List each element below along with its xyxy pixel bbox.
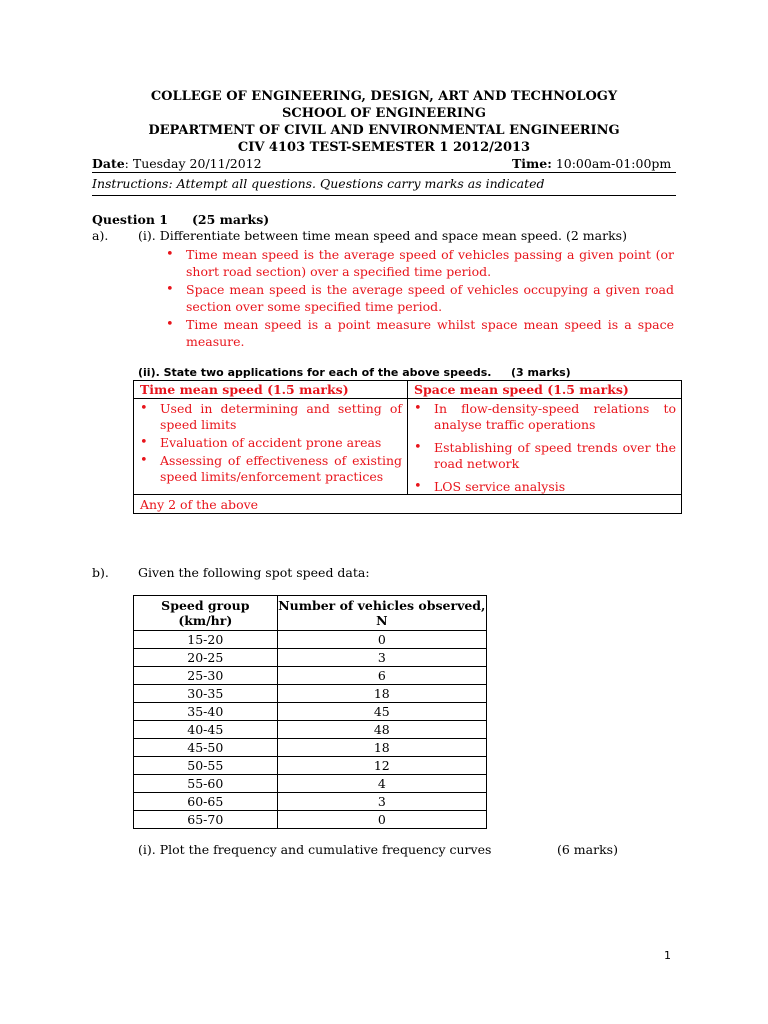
- application-item: • Used in determining and setting of speed limits: [136, 401, 402, 433]
- date-value: : Tuesday 20/11/2012: [124, 156, 262, 171]
- table-row: [134, 775, 487, 793]
- table-row: [134, 757, 487, 775]
- answer-item: • Space mean speed is the average speed of vehicles occupying a given road section over some specified time period.: [162, 281, 674, 315]
- table-row: [134, 667, 487, 685]
- header-rule-top: [92, 172, 676, 173]
- answer-item: • Time mean speed is a point measure whilst space mean speed is a space measure.: [162, 316, 674, 350]
- speed-group-cell: 20-25: [134, 649, 278, 667]
- application-item: • LOS service analysis: [410, 479, 676, 495]
- table-row: [134, 739, 487, 757]
- speed-group-cell: 45-50: [134, 739, 278, 757]
- part-a-i-answers: [162, 246, 674, 350]
- table-row: [134, 631, 487, 649]
- application-item: • In flow-density-speed relations to analyse traffic operations: [410, 401, 676, 433]
- speed-group-cell: 55-60: [134, 775, 278, 793]
- part-a-ii-question: (ii). State two applications for each of the above speeds.: [138, 366, 492, 379]
- speed-group-header: Speed group (km/hr): [134, 596, 278, 631]
- vehicle-count-cell: 0: [277, 811, 486, 829]
- school-title: SCHOOL OF ENGINEERING: [282, 106, 486, 121]
- time-value: 10:00am-01:00pm: [551, 156, 672, 171]
- vehicle-count-header: Number of vehicles observed, N: [277, 596, 486, 631]
- time-mean-header: Time mean speed (1.5 marks): [140, 382, 349, 397]
- table-header-row: [134, 596, 487, 631]
- speed-group-cell: 40-45: [134, 721, 278, 739]
- course-test-title: CIV 4103 TEST-SEMESTER 1 2012/2013: [237, 140, 531, 155]
- applications-footer: Any 2 of the above: [140, 497, 259, 512]
- space-mean-applications: [410, 401, 676, 495]
- table-row: [134, 703, 487, 721]
- table-row: [134, 811, 487, 829]
- vehicle-count-cell: 0: [277, 631, 486, 649]
- page-number: 1: [664, 949, 671, 962]
- question-marks: (25 marks): [191, 212, 270, 227]
- time-label: Time:: [512, 156, 552, 171]
- speed-group-cell: 25-30: [134, 667, 278, 685]
- application-item: • Assessing of effectiveness of existing speed limits/enforcement practices: [136, 453, 402, 485]
- question-title: Question 1: [92, 212, 168, 227]
- speed-group-cell: 30-35: [134, 685, 278, 703]
- part-a-label: a).: [92, 228, 109, 243]
- date-label: Date: [92, 156, 125, 171]
- table-row: [134, 793, 487, 811]
- exam-time: [512, 156, 671, 171]
- table-row: [134, 685, 487, 703]
- vehicle-count-cell: 18: [277, 685, 486, 703]
- instructions: Instructions: Attempt all questions. Questions carry marks as indicated: [92, 176, 545, 191]
- question-heading: [92, 212, 269, 227]
- vehicle-count-cell: 18: [277, 739, 486, 757]
- part-a-i-question: (i). Differentiate between time mean speed and space mean speed. (2 marks): [138, 228, 627, 243]
- speed-group-cell: 60-65: [134, 793, 278, 811]
- exam-date: [92, 156, 262, 171]
- application-item: • Evaluation of accident prone areas: [136, 435, 402, 451]
- table-row: [134, 721, 487, 739]
- department-title: DEPARTMENT OF CIVIL AND ENVIRONMENTAL ENGINEERING: [148, 123, 620, 138]
- table-divider: [134, 398, 681, 399]
- part-a-ii-marks: (3 marks): [511, 366, 571, 379]
- speed-group-cell: 65-70: [134, 811, 278, 829]
- college-title: COLLEGE OF ENGINEERING, DESIGN, ART AND TECHNOLOGY: [150, 89, 618, 104]
- speed-group-cell: 15-20: [134, 631, 278, 649]
- application-item: • Establishing of speed trends over the road network: [410, 440, 676, 472]
- vehicle-count-cell: 6: [277, 667, 486, 685]
- header-rule-bottom: [92, 195, 676, 196]
- vehicle-count-cell: 45: [277, 703, 486, 721]
- speed-group-cell: 35-40: [134, 703, 278, 721]
- space-mean-header: Space mean speed (1.5 marks): [414, 382, 629, 397]
- answer-item: • Time mean speed is the average speed of vehicles passing a given point (or short road section) over a specified time period.: [162, 246, 674, 280]
- vehicle-count-cell: 3: [277, 649, 486, 667]
- part-b-text: Given the following spot speed data:: [138, 565, 370, 580]
- part-b-label: b).: [92, 565, 109, 580]
- speed-group-cell: 50-55: [134, 757, 278, 775]
- applications-table: [133, 380, 682, 514]
- vehicle-count-cell: 48: [277, 721, 486, 739]
- table-row: [134, 649, 487, 667]
- time-mean-applications: [136, 401, 402, 485]
- part-b-i-question: (i). Plot the frequency and cumulative frequency curves: [138, 842, 492, 857]
- vehicle-count-cell: 12: [277, 757, 486, 775]
- part-b-i-marks: (6 marks): [557, 842, 618, 857]
- spot-speed-table: [133, 595, 487, 829]
- vehicle-count-cell: 4: [277, 775, 486, 793]
- vehicle-count-cell: 3: [277, 793, 486, 811]
